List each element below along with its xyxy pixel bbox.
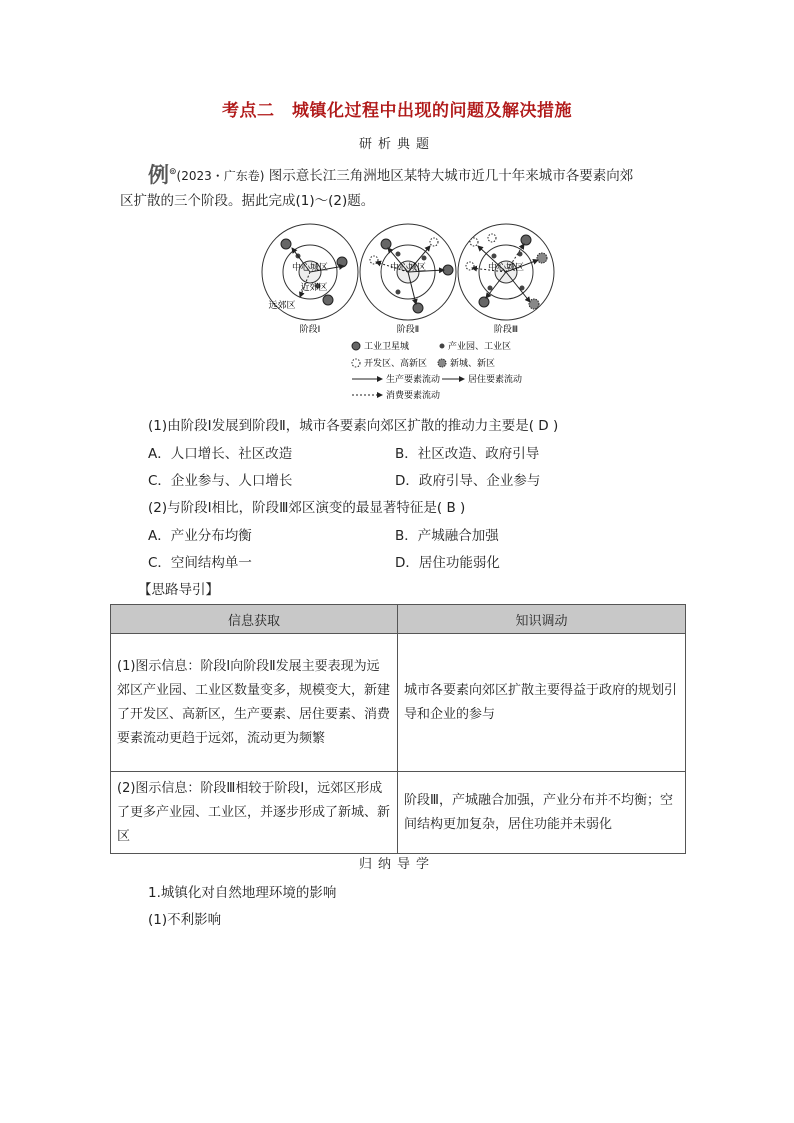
question-2-option-b: B．产城融合加强 [395, 528, 499, 544]
row-2-knowledge: 阶段Ⅲ，产城融合加强，产业分布并不均衡；空间结构更加复杂，居住功能并未弱化 [398, 772, 686, 854]
example-stem-line1 [148, 158, 708, 190]
stage-1-caption: 阶段Ⅰ [299, 325, 321, 335]
question-1-option-c: C．企业参与、人口增长 [148, 473, 293, 489]
legend-newtown-icon [438, 359, 446, 367]
legend-satellite-icon [352, 342, 360, 350]
legend-park-icon [440, 344, 445, 349]
stage-1-near-label: 近郊区 [300, 283, 328, 293]
row-1-info: (1)图示信息：阶段Ⅰ向阶段Ⅱ发展主要表现为远郊区产业园、工业区数量变多，规模变大，新建了开发区、高新区，生产要素、居住要素、消费要素流动更趋于远郊，流动更为频繁 [111, 634, 398, 772]
example-mark: 例 [148, 162, 169, 187]
stage-3-diagram [458, 224, 554, 335]
stage-3-center-label: 中心城区 [487, 263, 525, 273]
legend-living-label: 居住要素流动 [468, 375, 523, 385]
figure-legend [352, 340, 522, 401]
guide-table-header [111, 605, 686, 634]
example-badge-icon: ⊚ [169, 167, 177, 177]
legend-consume-label: 消费要素流动 [386, 391, 441, 401]
stage-2-center-label: 中心城区 [389, 263, 427, 273]
legend-newtown-label: 新城、新区 [450, 359, 496, 369]
section-heading-summary: 归纳导学 [358, 857, 435, 872]
section-heading-study: 研析典题 [358, 137, 435, 152]
guide-table [110, 604, 686, 854]
header-knowledge: 知识调动 [398, 605, 686, 634]
row-2-info: (2)图示信息：阶段Ⅲ相较于阶段Ⅰ，远郊区形成了更多产业园、工业区，并逐步形成了新城、新区 [111, 772, 398, 854]
stage-2-diagram [360, 224, 456, 335]
question-1-option-a: A．人口增长、社区改造 [148, 446, 293, 462]
example-stem-line2: 区扩散的三个阶段。据此完成(1)～(2)题。 [120, 193, 375, 209]
question-1-stem: (1)由阶段Ⅰ发展到阶段Ⅱ，城市各要素向郊区扩散的推动力主要是( D ) [148, 418, 559, 434]
header-info: 信息获取 [111, 605, 398, 634]
question-2-option-d: D．居住功能弱化 [395, 555, 500, 571]
row-1-knowledge: 城市各要素向郊区扩散主要得益于政府的规划引导和企业的参与 [398, 634, 686, 772]
legend-satellite-label: 工业卫星城 [364, 342, 410, 352]
stage-1-center-label: 中心城区 [291, 263, 329, 273]
page-title: 考点二 城镇化过程中出现的问题及解决措施 [222, 101, 572, 121]
legend-devzone-label: 开发区、高新区 [364, 359, 428, 369]
question-2-option-c: C．空间结构单一 [148, 555, 252, 571]
legend-production-label: 生产要素流动 [386, 375, 441, 385]
urban-expansion-figure [258, 222, 558, 404]
question-1-option-d: D．政府引导、企业参与 [395, 473, 541, 489]
table-row [111, 772, 686, 854]
stage-1-diagram [262, 224, 358, 335]
legend-devzone-icon [352, 359, 360, 367]
stage-2-caption: 阶段Ⅱ [396, 325, 420, 335]
table-row [111, 634, 686, 772]
point-1-subheading: (1)不利影响 [148, 912, 222, 928]
stage-3-caption: 阶段Ⅲ [493, 325, 519, 335]
question-2-option-a: A．产业分布均衡 [148, 528, 252, 544]
example-source: (2023・广东卷) [176, 169, 265, 183]
example-stem-text1: 图示意长江三角洲地区某特大城市近几十年来城市各要素向郊 [268, 168, 634, 184]
question-2-stem: (2)与阶段Ⅰ相比，阶段Ⅲ郊区演变的最显著特征是( B ) [148, 500, 466, 516]
legend-park-label: 产业园、工业区 [448, 342, 512, 352]
stage-1-far-label: 远郊区 [268, 301, 296, 311]
point-1-heading: 1.城镇化对自然地理环境的影响 [148, 885, 337, 901]
question-1-option-b: B．社区改造、政府引导 [395, 446, 540, 462]
guide-heading: 【思路导引】 [138, 582, 219, 598]
